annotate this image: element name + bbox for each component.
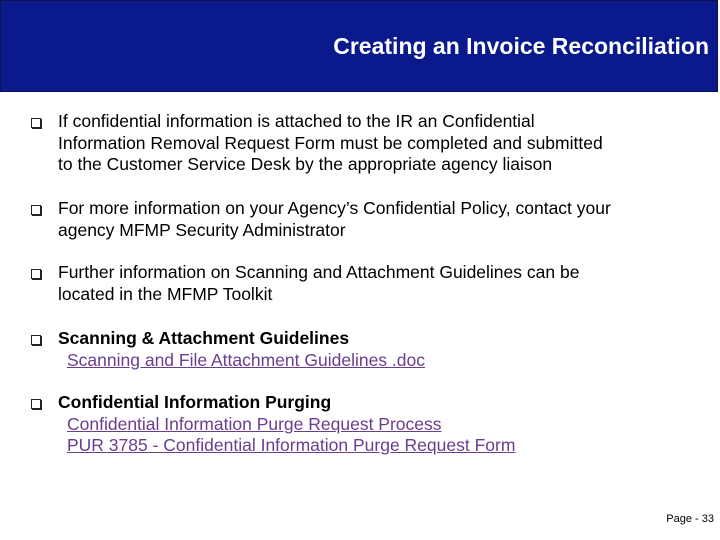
bullet-text [58, 392, 515, 457]
purge-process-link[interactable]: Confidential Information Purge Request Process [67, 413, 442, 434]
scanning-guidelines-link[interactable]: Scanning and File Attachment Guidelines .doc [67, 349, 425, 370]
purge-request-form-link[interactable]: PUR 3785 - Confidential Information Purge Request Form [67, 435, 516, 455]
bullet-line: Information Removal Request Form must be completed and submitted [58, 132, 603, 153]
slide-title: Creating an Invoice Reconciliation [333, 33, 709, 59]
bullet-text [58, 262, 579, 305]
title-bar [0, 0, 718, 92]
bullet-line: located in the MFMP Toolkit [58, 283, 273, 304]
checkbox-bullet-icon [31, 399, 41, 409]
page-number: Page - 33 [666, 513, 714, 525]
bullet-text [58, 111, 603, 176]
section-heading: Confidential Information Purging [58, 392, 332, 412]
bullet-line: For more information on your Agency’s Confidential Policy, contact your [58, 198, 611, 218]
bullet-line: If confidential information is attached to the IR an Confidential [58, 111, 535, 131]
bullet-line: to the Customer Service Desk by the appropriate agency liaison [58, 154, 553, 174]
bullet-text [58, 198, 611, 241]
checkbox-bullet-icon [31, 335, 41, 345]
checkbox-bullet-icon [31, 118, 41, 128]
bullet-line: agency MFMP Security Administrator [58, 219, 346, 240]
section-heading: Scanning & Attachment Guidelines [58, 328, 350, 348]
checkbox-bullet-icon [31, 205, 41, 215]
bullet-text [58, 328, 425, 371]
checkbox-bullet-icon [31, 269, 41, 279]
bullet-line: Further information on Scanning and Attachment Guidelines can be [58, 262, 580, 282]
